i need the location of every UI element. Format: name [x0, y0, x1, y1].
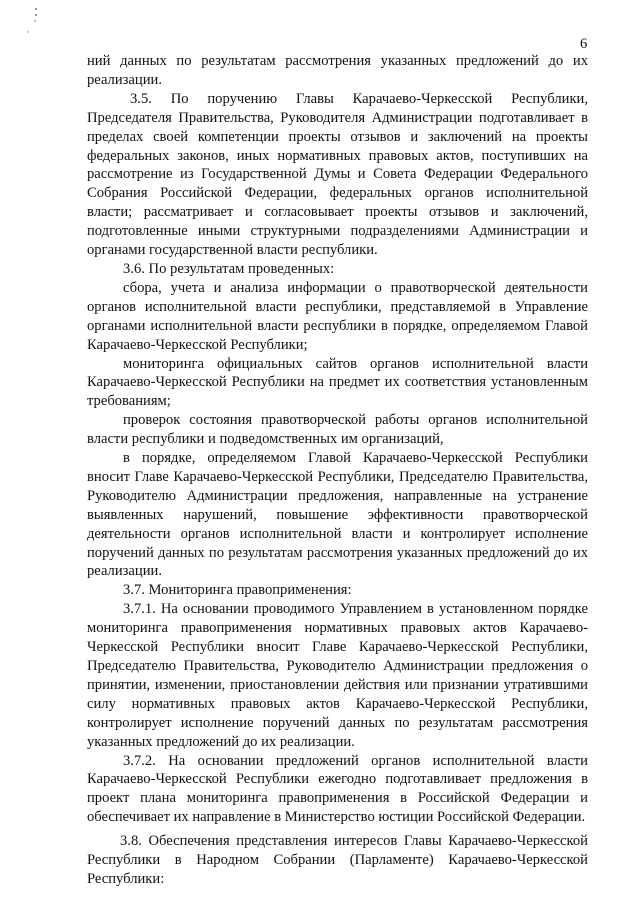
paragraph-continuation: ний данных по результатам рассмотрения указанных предложений до их реализации.	[87, 53, 588, 88]
page-number: 6	[580, 36, 588, 52]
document-body	[87, 52, 588, 889]
paragraph-3-7-2: 3.7.2. На основании предложений органов исполнительной власти Карачаево-Черкесской Республики ежегодно подготавливает предложения в проект плана мониторинга правоприменения в Российской Федерации и обеспечивает их направление в Министерство юстиции Российской Федерации.	[87, 752, 588, 826]
paragraph-3-7-1: 3.7.1. На основании проводимого Управлением в установленном порядке мониторинга правоприменения нормативных правовых актов Карачаево-Черкесской Республики вносит Главе Карачаево-Черкесской Республики, Председателю Правительства, Руководителю Администрации предложения о принятии, изменении, приостановлении действия или признании утратившими силу нормативных правовых актов Карачаево-Черкесской Республики, контролирует исполнение поручений данных по результатам рассмотрения указанных предложений до их реализации.	[87, 601, 588, 750]
paragraph-3-8: 3.8. Обеспечения представления интересов Главы Карачаево-Черкесской Республики в Народном Собрании (Парламенте) Карачаево-Черкесской Республики:	[87, 833, 588, 887]
paragraph-3-5: 3.5. По поручению Главы Карачаево-Черкесской Республики, Председателя Правительства, Руководителя Администрации подготавливает в пределах своей компетенции проекты отзывов и заключений на проекты федеральных законов, иных нормативных правовых актов, поступивших на рассмотрение из Государственной Думы и Совета Федерации Федерального Собрания Российской Федерации, федеральных органов исполнительной власти; рассматривает и согласовывает проекты отзывов и заключений, подготовленные иными структурными подразделениями Администрации и органами государственной власти республики.	[87, 90, 588, 259]
paragraph-3-6-item-monitoring: мониторинга официальных сайтов органов исполнительной власти Карачаево-Черкесской Республики на предмет их соответствия установленным требованиям;	[87, 355, 588, 410]
paragraph-3-7-heading: 3.7. Мониторинга правоприменения:	[123, 582, 352, 599]
paragraph-3-6-heading: 3.6. По результатам проведенных:	[123, 260, 335, 277]
paragraph-3-6-conclusion: в порядке, определяемом Главой Карачаево-Черкесской Республики вносит Главе Карачаево-Черкесской Республики, Председателю Правительства, Руководителю Администрации предложения, направленные на устранение выявленных нарушений, повышение эффективности правотворческой деятельности органов исполнительной власти и контролирует исполнение поручений данных по результатам рассмотрения указанных предложений до их реализации.	[87, 450, 588, 580]
scan-artifact-dots	[26, 6, 42, 36]
paragraph-3-6-item-inspections: проверок состояния правотворческой работы органов исполнительной власти республики и подведомственных им организаций,	[87, 412, 588, 448]
paragraph-3-6-item-collection: сбора, учета и анализа информации о правотворческой деятельности органов исполнительной власти республики, представляемой в Управление органами исполнительной власти республики в порядке, определяемом Главой Карачаево-Черкесской Республики;	[87, 279, 588, 353]
